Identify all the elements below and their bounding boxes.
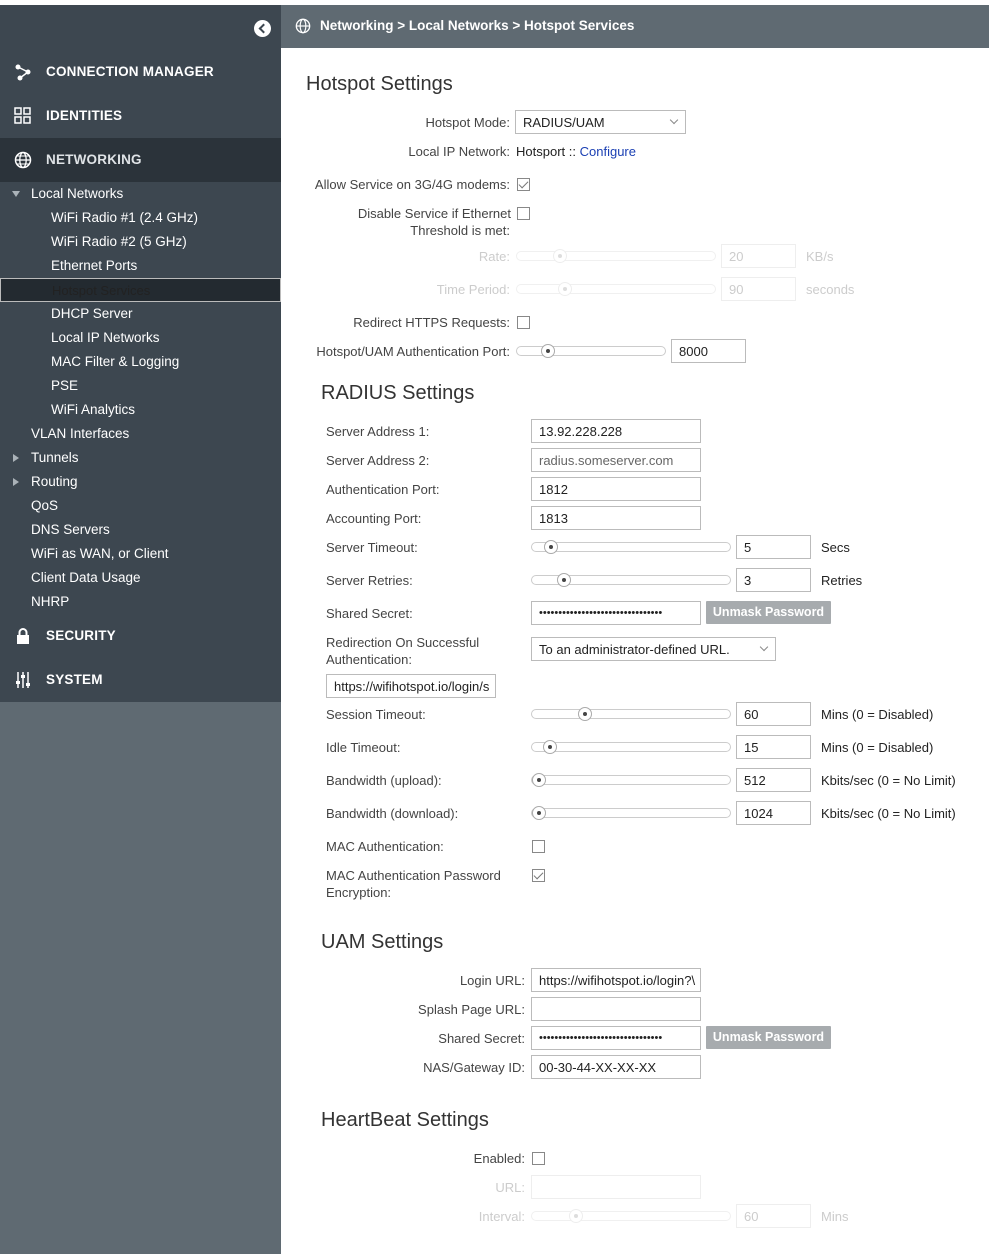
rate-slider-handle[interactable] xyxy=(553,249,567,263)
hotspot-mode-select[interactable] xyxy=(515,110,686,134)
mac-password-encryption-label-line2: Encryption: xyxy=(326,885,392,900)
allow-3g-checkbox[interactable] xyxy=(517,178,530,191)
rate-input[interactable]: 20 xyxy=(721,244,796,268)
nas-gateway-id-input[interactable]: 00-30-44-XX-XX-XX xyxy=(531,1055,701,1079)
redirection-select[interactable] xyxy=(531,637,776,661)
time-period-unit: seconds xyxy=(806,282,855,297)
hotspot-mode-label: Hotspot Mode: xyxy=(425,115,510,130)
sidebar-item-routing[interactable] xyxy=(0,470,281,494)
bandwidth-upload-slider-handle[interactable] xyxy=(532,773,546,787)
identities-icon xyxy=(14,107,32,125)
expand-icon xyxy=(13,454,19,462)
nas-gateway-id-label: NAS/Gateway ID: xyxy=(423,1060,525,1075)
sidebar-item-label: Tunnels xyxy=(31,450,79,465)
server-retries-unit: Retries xyxy=(821,573,863,588)
sidebar-item-label: Local Networks xyxy=(31,186,124,201)
splash-page-url-label: Splash Page URL: xyxy=(418,1002,525,1017)
server-address-1-label: Server Address 1: xyxy=(326,424,430,439)
sidebar-section-label: CONNECTION MANAGER xyxy=(46,64,214,79)
sidebar-item-label: WiFi Analytics xyxy=(51,402,136,417)
sidebar-section-label: IDENTITIES xyxy=(46,108,123,123)
bandwidth-download-slider[interactable] xyxy=(531,808,731,818)
redirection-label-line2: Authentication: xyxy=(326,652,413,667)
heartbeat-interval-label: Interval: xyxy=(478,1209,525,1224)
sidebar xyxy=(0,5,281,1254)
bandwidth-upload-label: Bandwidth (upload): xyxy=(326,773,442,788)
local-ip-separator: :: xyxy=(568,144,576,159)
time-period-label: Time Period: xyxy=(436,282,510,297)
sidebar-item-label: Routing xyxy=(31,474,78,489)
sidebar-item-label: Local IP Networks xyxy=(51,330,160,345)
sidebar-item-client-data-usage[interactable] xyxy=(0,566,281,590)
heartbeat-url-input[interactable] xyxy=(531,1175,701,1199)
server-timeout-slider-handle[interactable] xyxy=(544,540,558,554)
expand-icon xyxy=(12,191,20,197)
bandwidth-upload-slider[interactable] xyxy=(531,775,731,785)
sidebar-item-label: WiFi Radio #2 (5 GHz) xyxy=(51,234,187,249)
sidebar-item-wifi-as-wan[interactable] xyxy=(0,542,281,566)
sidebar-section-label: SECURITY xyxy=(46,628,116,643)
uam-shared-secret-label: Shared Secret: xyxy=(438,1031,525,1046)
heartbeat-interval-slider[interactable] xyxy=(531,1211,731,1221)
disable-ethernet-label-line1: Disable Service if Ethernet xyxy=(357,206,511,221)
sidebar-item-wifi-radio-1[interactable] xyxy=(0,206,281,230)
sidebar-item-label: MAC Filter & Logging xyxy=(51,354,180,369)
sidebar-item-label: PSE xyxy=(51,378,79,393)
hotspot-auth-port-label: Hotspot/UAM Authentication Port: xyxy=(316,344,510,359)
radius-shared-secret-input[interactable]: •••••••••••••••••••••••••••••••• xyxy=(531,601,701,625)
server-address-2-label: Server Address 2: xyxy=(326,453,430,468)
radius-shared-secret-label: Shared Secret: xyxy=(326,606,413,621)
radius-unmask-password-button[interactable]: Unmask Password xyxy=(706,601,831,624)
authentication-port-input[interactable]: 1812 xyxy=(531,477,701,501)
bandwidth-download-input[interactable]: 1024 xyxy=(736,801,811,825)
heartbeat-url-label: URL: xyxy=(495,1180,525,1195)
sidebar-section-networking[interactable] xyxy=(0,138,281,182)
rate-label: Rate: xyxy=(478,249,510,264)
bandwidth-download-label: Bandwidth (download): xyxy=(326,806,459,821)
sidebar-item-label: DNS Servers xyxy=(31,522,110,537)
sidebar-item-wifi-radio-2[interactable] xyxy=(0,230,281,254)
sidebar-item-local-networks[interactable] xyxy=(0,182,281,206)
sidebar-section-security[interactable] xyxy=(0,614,281,658)
allow-3g-label: Allow Service on 3G/4G modems: xyxy=(314,177,510,192)
uam-shared-secret-input[interactable]: •••••••••••••••••••••••••••••••• xyxy=(531,1026,701,1050)
local-ip-network-label: Local IP Network: xyxy=(408,144,510,159)
disable-ethernet-checkbox[interactable] xyxy=(517,207,530,220)
sidebar-item-mac-filter[interactable] xyxy=(0,350,281,374)
sidebar-section-identities[interactable] xyxy=(0,94,281,138)
heartbeat-interval-input[interactable]: 60 xyxy=(736,1204,811,1228)
idle-timeout-slider[interactable] xyxy=(531,742,731,752)
idle-timeout-input[interactable]: 15 xyxy=(736,735,811,759)
time-period-slider-handle[interactable] xyxy=(558,282,572,296)
hotspot-settings-title: Hotspot Settings xyxy=(306,73,453,95)
idle-timeout-slider-handle[interactable] xyxy=(543,740,557,754)
sidebar-section-label: SYSTEM xyxy=(46,672,103,687)
sidebar-item-hotspot-services[interactable] xyxy=(0,278,281,302)
time-period-slider[interactable] xyxy=(516,284,716,294)
redirect-https-label: Redirect HTTPS Requests: xyxy=(353,315,510,330)
bandwidth-upload-input[interactable]: 512 xyxy=(736,768,811,792)
sidebar-item-dns-servers[interactable] xyxy=(0,518,281,542)
rate-unit: KB/s xyxy=(806,249,834,264)
sliders-icon xyxy=(14,671,32,689)
redirection-label-line1: Redirection On Successful xyxy=(326,635,480,650)
sidebar-item-wifi-analytics[interactable] xyxy=(0,398,281,422)
sidebar-section-system[interactable] xyxy=(0,658,281,702)
authentication-port-label: Authentication Port: xyxy=(326,482,440,497)
sidebar-item-label: WiFi Radio #1 (2.4 GHz) xyxy=(51,210,199,225)
heartbeat-settings-title: HeartBeat Settings xyxy=(321,1109,489,1131)
heartbeat-enabled-checkbox[interactable] xyxy=(532,1152,545,1165)
time-period-input[interactable]: 90 xyxy=(721,277,796,301)
collapse-sidebar-icon[interactable] xyxy=(254,20,271,37)
connection-manager-icon xyxy=(14,63,32,81)
sidebar-item-local-ip-networks[interactable] xyxy=(0,326,281,350)
server-timeout-unit: Secs xyxy=(821,540,850,555)
sidebar-item-dhcp-server[interactable] xyxy=(0,302,281,326)
sidebar-item-qos[interactable] xyxy=(0,494,281,518)
server-retries-input[interactable]: 3 xyxy=(736,568,811,592)
bandwidth-download-unit: Kbits/sec (0 = No Limit) xyxy=(821,806,956,821)
server-timeout-slider[interactable] xyxy=(531,542,731,552)
hotspot-auth-port-slider[interactable] xyxy=(516,346,666,356)
uam-settings-title: UAM Settings xyxy=(321,931,444,953)
sidebar-item-label: Ethernet Ports xyxy=(51,258,138,273)
hotspot-mode-value: RADIUS/UAM xyxy=(523,115,605,130)
bandwidth-upload-unit: Kbits/sec (0 = No Limit) xyxy=(821,773,956,788)
sidebar-item-label: Hotspot Services xyxy=(52,283,151,298)
chevron-down-icon xyxy=(670,116,678,124)
session-timeout-input[interactable]: 60 xyxy=(736,702,811,726)
sidebar-section-connection-manager[interactable] xyxy=(0,50,281,94)
rate-slider[interactable] xyxy=(516,251,716,261)
server-retries-label: Server Retries: xyxy=(326,573,413,588)
disable-ethernet-label-line2: Threshold is met: xyxy=(410,223,510,238)
idle-timeout-unit: Mins (0 = Disabled) xyxy=(821,740,934,755)
heartbeat-interval-slider-handle[interactable] xyxy=(569,1209,583,1223)
sidebar-item-label: VLAN Interfaces xyxy=(31,426,130,441)
configure-link[interactable]: Configure xyxy=(579,144,636,159)
lock-icon xyxy=(14,627,32,645)
heartbeat-interval-unit: Mins xyxy=(821,1209,849,1224)
sidebar-item-label: NHRP xyxy=(31,594,70,609)
networking-submenu xyxy=(0,182,281,614)
sidebar-item-label: QoS xyxy=(31,498,59,513)
sidebar-item-label: DHCP Server xyxy=(51,306,133,321)
server-address-1-input[interactable]: 13.92.228.228 xyxy=(531,419,701,443)
mac-authentication-label: MAC Authentication: xyxy=(326,839,444,854)
sidebar-item-label: Client Data Usage xyxy=(31,570,141,585)
mac-password-encryption-checkbox[interactable] xyxy=(532,869,545,882)
sidebar-item-label: WiFi as WAN, or Client xyxy=(31,546,169,561)
redirection-select-value: To an administrator-defined URL. xyxy=(539,642,730,657)
server-retries-slider-handle[interactable] xyxy=(557,573,571,587)
idle-timeout-label: Idle Timeout: xyxy=(326,740,401,755)
local-ip-network-value xyxy=(516,144,636,159)
header-bar xyxy=(281,5,989,48)
globe-icon xyxy=(14,151,32,169)
heartbeat-enabled-label: Enabled: xyxy=(473,1151,525,1166)
sidebar-item-tunnels[interactable] xyxy=(0,446,281,470)
sidebar-item-ethernet-ports[interactable] xyxy=(0,254,281,278)
splash-page-url-input[interactable] xyxy=(531,997,701,1021)
login-url-label: Login URL: xyxy=(459,973,525,988)
local-ip-network-name: Hotsport xyxy=(516,144,566,159)
server-timeout-input[interactable]: 5 xyxy=(736,535,811,559)
sidebar-top xyxy=(0,5,281,50)
hotspot-auth-port-slider-handle[interactable] xyxy=(541,344,555,358)
redirection-url-input[interactable]: https://wifihotspot.io/login/s xyxy=(326,674,496,698)
chevron-down-icon xyxy=(760,643,768,651)
sidebar-item-nhrp[interactable] xyxy=(0,590,281,614)
sidebar-item-pse[interactable] xyxy=(0,374,281,398)
globe-icon xyxy=(295,18,311,34)
radius-settings-title: RADIUS Settings xyxy=(321,382,475,404)
session-timeout-label: Session Timeout: xyxy=(326,707,426,722)
sidebar-item-vlan-interfaces[interactable] xyxy=(0,422,281,446)
sidebar-section-label: NETWORKING xyxy=(46,152,142,167)
hotspot-auth-port-input[interactable]: 8000 xyxy=(671,339,746,363)
accounting-port-label: Accounting Port: xyxy=(326,511,422,526)
server-retries-slider[interactable] xyxy=(531,575,731,585)
accounting-port-input[interactable]: 1813 xyxy=(531,506,701,530)
server-address-2-input[interactable]: radius.someserver.com xyxy=(531,448,701,472)
server-timeout-label: Server Timeout: xyxy=(326,540,418,555)
bandwidth-download-slider-handle[interactable] xyxy=(532,806,546,820)
session-timeout-slider[interactable] xyxy=(531,709,731,719)
uam-unmask-password-button[interactable]: Unmask Password xyxy=(706,1026,831,1049)
mac-password-encryption-label-line1: MAC Authentication Password xyxy=(326,868,501,883)
breadcrumb: Networking > Local Networks > Hotspot Services xyxy=(320,18,635,33)
login-url-input[interactable]: https://wifihotspot.io/login?\ xyxy=(531,968,701,992)
session-timeout-slider-handle[interactable] xyxy=(578,707,592,721)
session-timeout-unit: Mins (0 = Disabled) xyxy=(821,707,934,722)
expand-icon xyxy=(13,478,19,486)
mac-authentication-checkbox[interactable] xyxy=(532,840,545,853)
redirect-https-checkbox[interactable] xyxy=(517,316,530,329)
